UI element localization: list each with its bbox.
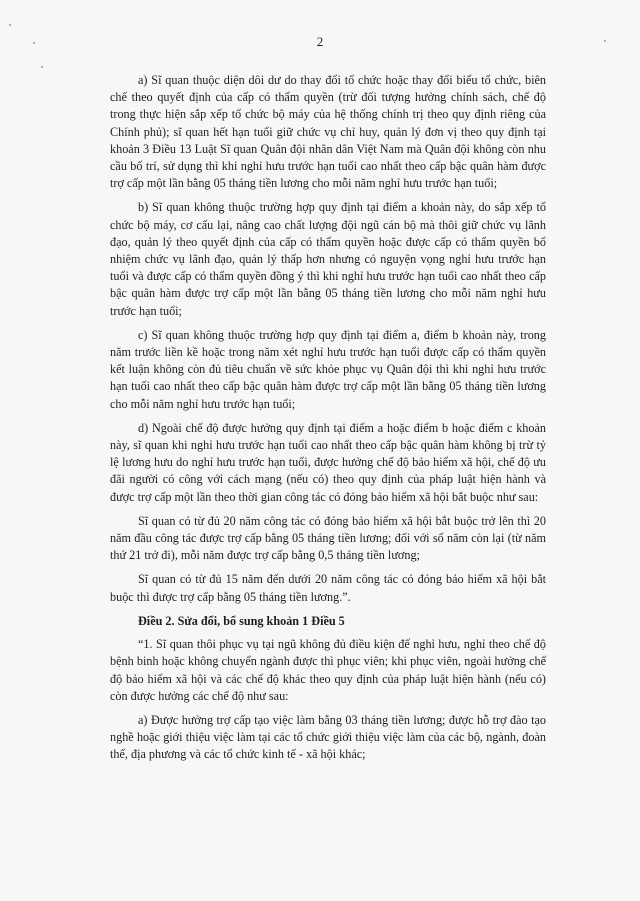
paragraph-point-c: c) Sĩ quan không thuộc trường hợp quy định tại điểm a, điểm b khoản này, trong năm trước liền kề hoặc trong năm xét nghỉ hưu trước hạn tuổi được cấp có thẩm quyền kết luận không còn đủ tiêu chuẩn về sức khỏe phục vụ Quân đội thì khi nghỉ hưu trước hạn tuổi cao nhất theo cấp bậc quân hàm được trợ cấp một lần bằng 05 tháng tiền lương cho mỗi năm nghỉ hưu trước hạn tuổi; — [110, 327, 546, 411]
scan-speck — [41, 66, 43, 68]
paragraph-point-d: d) Ngoài chế độ được hưởng quy định tại điểm a hoặc điểm b hoặc điểm c khoản này, sĩ quan khi nghỉ hưu trước hạn tuổi cao nhất theo cấp bậc quân hàm không bị trừ tỷ lệ lương hưu do nghỉ hưu trước hạn tuổi, được hưởng chế độ bảo hiểm xã hội, chế độ ưu đãi người có công với cách mạng (nếu có) theo quy định của pháp luật hiện hành và được trợ cấp một lần theo thời gian công tác có đóng bảo hiểm xã hội bắt buộc như sau: — [110, 420, 546, 504]
paragraph-20-years: Sĩ quan có từ đủ 20 năm công tác có đóng bảo hiểm xã hội bắt buộc trở lên thì 20 năm đầu công tác được trợ cấp bằng 05 tháng tiền lương; đối với số năm còn lại (từ năm thứ 21 trở đi), mỗi năm được trợ cấp bằng 0,5 tháng tiền lương; — [110, 513, 546, 563]
paragraph-clause-1-a: a) Được hưởng trợ cấp tạo việc làm bằng 03 tháng tiền lương; được hỗ trợ đào tạo nghề hoặc giới thiệu việc làm tại các tổ chức giới thiệu việc làm của các bộ, ngành, đoàn thể, địa phương và các tổ chức kinh tế - xã hội khác; — [110, 712, 546, 762]
page-number: 2 — [316, 34, 324, 49]
article-2-heading: Điều 2. Sửa đổi, bổ sung khoản 1 Điều 5 — [138, 613, 345, 628]
paragraph-15-years: Sĩ quan có từ đủ 15 năm đến dưới 20 năm công tác có đóng bảo hiểm xã hội bắt buộc thì được trợ cấp bằng 05 tháng tiền lương.”. — [110, 572, 546, 604]
document-body — [110, 72, 546, 771]
paragraph-clause-1: “1. Sĩ quan thôi phục vụ tại ngũ không đủ điều kiện để nghỉ hưu, nghỉ theo chế độ bệnh binh hoặc không chuyển ngành được thì phục viên; khi phục viên, ngoài hưởng chế độ bảo hiểm xã hội và các chế độ khác theo quy định của pháp luật hiện hành (nếu có) còn được hưởng các chế độ như sau: — [110, 637, 546, 703]
paragraph-point-a: a) Sĩ quan thuộc diện dôi dư do thay đổi tổ chức hoặc thay đổi biểu tổ chức, biên chế theo quyết định của cấp có thẩm quyền (trừ đối tượng hưởng chính sách, chế độ trong thực hiện sắp xếp tổ chức bộ máy của hệ thống chính trị theo quy định riêng của Chính phủ); sĩ quan hết hạn tuổi giữ chức vụ chỉ huy, quản lý đơn vị theo quy định tại khoản 3 Điều 13 Luật Sĩ quan Quân đội nhân dân Việt Nam mà Quân đội không còn nhu cầu bố trí, sử dụng thì khi nghỉ hưu trước hạn tuổi cao nhất theo cấp bậc quân hàm được trợ cấp một lần bằng 05 tháng tiền lương cho mỗi năm nghỉ hưu trước hạn tuổi; — [110, 73, 546, 191]
scan-speck — [9, 24, 11, 26]
paragraph-point-b: b) Sĩ quan không thuộc trường hợp quy định tại điểm a khoản này, do sắp xếp tổ chức bộ máy, cơ cấu lại, nâng cao chất lượng đội ngũ cán bộ mà thôi giữ chức vụ lãnh đạo, quản lý theo quyết định của cấp có thẩm quyền hoặc được cấp có thẩm quyền bổ nhiệm chức vụ lãnh đạo, quản lý thấp hơn nhưng có nguyện vọng nghỉ hưu trước hạn tuổi và được cấp có thẩm quyền đồng ý thì khi nghỉ hưu trước hạn tuổi cao nhất theo cấp bậc quân hàm được trợ cấp một lần bằng 05 tháng tiền lương cho mỗi năm nghỉ hưu trước hạn tuổi; — [110, 200, 546, 318]
